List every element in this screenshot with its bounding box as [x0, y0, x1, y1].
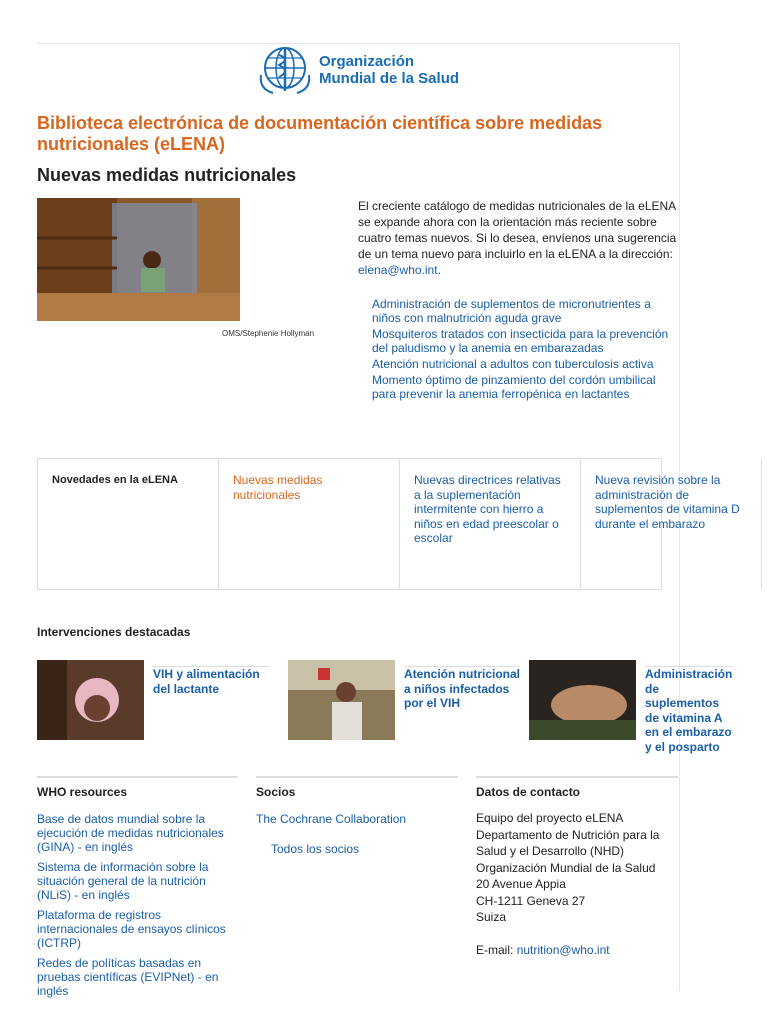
featured-heading: Intervenciones destacadas	[37, 625, 191, 639]
intro-paragraph: El creciente catálogo de medidas nutricionales de la eLENA se expande ahora con la orientación más reciente sobre cuatro temas nuevos. Si lo desea, envíenos una sugerencia de un tema nuevo para incluirlo en la eLENA a la dirección: elena@who.int.	[358, 199, 677, 277]
contact-line: Suiza	[476, 910, 507, 924]
featured-item[interactable]	[529, 660, 733, 754]
partners-heading: Socios	[256, 776, 458, 799]
who-emblem-icon	[257, 45, 313, 95]
section-subtitle: Nuevas medidas nutricionales	[37, 165, 297, 185]
contact-line: Organización Mundial de la Salud	[476, 860, 656, 875]
featured-image	[37, 660, 144, 740]
contact-email-link[interactable]: nutrition@who.int	[516, 942, 610, 957]
resource-link[interactable]: Sistema de información sobre la situación general de la nutrición (NLiS) - en inglés	[37, 860, 209, 902]
who-resources-list	[37, 812, 242, 1004]
news-link[interactable]: Nuevas directrices relativas a la suplementación intermitente con hierro a niños en edad preescolar o escolar	[414, 473, 561, 545]
elena-email-link[interactable]: elena@who.int	[358, 263, 438, 277]
contact-line: CH-1211 Geneva 27	[476, 893, 586, 908]
news-item	[219, 459, 400, 589]
page-title: Biblioteca electrónica de documentación científica sobre medidas nutricionales (eLENA)	[37, 113, 603, 154]
news-link[interactable]: Nuevas medidas nutricionales	[233, 473, 323, 502]
news-link[interactable]: Nueva revisión sobre la administración de suplementos de vitamina D durante el embarazo	[595, 473, 740, 531]
news-carousel	[37, 458, 740, 590]
intro-text: El creciente catálogo de medidas nutricionales de la eLENA se expande ahora con la orientación más reciente sobre cuatro temas nuevos. Si lo desea, envíenos una sugerencia de un tema nuevo para incluirlo en la eLENA a la dirección:	[358, 199, 677, 261]
topic-link[interactable]: Mosquiteros tratados con insecticida para la prevención del paludismo y la anemia en embarazadas	[372, 327, 669, 355]
hero-image	[37, 198, 240, 321]
who-resources-heading: WHO resources	[37, 776, 238, 799]
contact-block	[476, 810, 676, 958]
new-topics-list	[372, 297, 678, 403]
contact-line: Departamento de Nutrición para la Salud y el Desarrollo (NHD)	[476, 827, 660, 858]
logo-line-1: Organización	[319, 53, 415, 70]
topic-link[interactable]: Administración de suplementos de micronutrientes a niños con malnutrición aguda grave	[372, 297, 651, 325]
resource-link[interactable]: Redes de políticas basadas en pruebas científicas (EVIPNet) - en inglés	[37, 956, 219, 998]
contact-heading: Datos de contacto	[476, 776, 678, 799]
resource-link[interactable]: Plataforma de registros internacionales de ensayos clínicos (ICTRP)	[37, 908, 226, 950]
resource-link[interactable]: Base de datos mundial sobre la ejecución de medidas nutricionales (GINA) - en inglés	[37, 812, 224, 854]
partner-link[interactable]: The Cochrane Collaboration	[256, 812, 407, 826]
featured-image	[529, 660, 636, 740]
partners-list	[256, 812, 458, 862]
featured-link[interactable]: Administración de suplementos de vitamina A en el embarazo y el posparto	[645, 667, 733, 754]
news-item	[400, 459, 581, 589]
news-item	[581, 459, 762, 589]
contact-line: Equipo del proyecto eLENA	[476, 811, 624, 825]
contact-line: 20 Avenue Appia	[476, 877, 566, 891]
topic-link[interactable]: Atención nutricional a adultos con tuberculosis activa	[372, 357, 654, 371]
contact-email-row	[476, 942, 676, 959]
topic-link[interactable]: Momento óptimo de pinzamiento del cordón umbilical para prevenir la anemia ferropénica en lactantes	[372, 373, 656, 401]
contact-email-label: E-mail:	[476, 942, 514, 957]
image-credit: OMS/Stephenie Hollyman	[222, 329, 315, 338]
featured-item[interactable]	[288, 660, 520, 740]
who-logo[interactable]	[257, 45, 459, 95]
featured-link[interactable]: Atención nutricional a niños infectados por el VIH	[404, 666, 520, 740]
news-heading: Novedades en la eLENA	[38, 459, 219, 589]
featured-link[interactable]: VIH y alimentación del lactante	[153, 666, 269, 740]
partner-link[interactable]: Todos los socios	[271, 842, 360, 856]
featured-item[interactable]	[37, 660, 269, 740]
logo-line-2: Mundial de la Salud	[319, 70, 460, 87]
featured-image	[288, 660, 395, 740]
